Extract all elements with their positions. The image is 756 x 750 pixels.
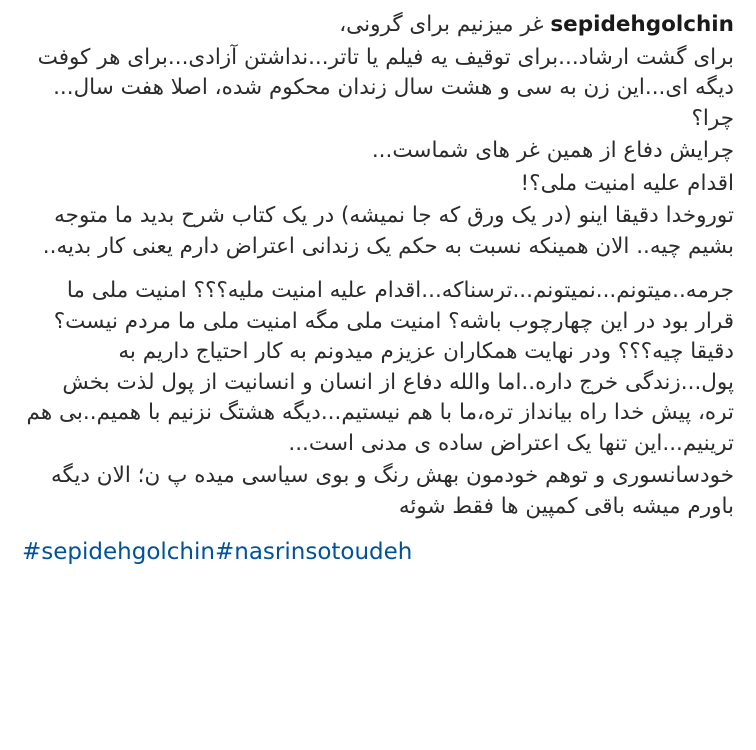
caption-paragraph-1 xyxy=(22,10,734,41)
username-mention[interactable]: sepidehgolchin xyxy=(550,12,734,37)
caption-paragraph-5: توروخدا دقیقا اینو (در یک ورق که جا نمیشه) در یک کتاب شرح بدید ما متوجه بشیم چیه.. الان همینکه نسبت به حکم یک زندانی اعتراض دارم یعنی کار بدیه.. xyxy=(42,203,734,259)
caption-paragraph-4: اقدام علیه امنیت ملی؟! xyxy=(520,170,734,196)
caption-paragraph-2: برای گشت ارشاد...برای توقیف یه فیلم یا تاتر...نداشتن آزادی...برای هر کوفت دیگه ای...این زن به سی و هشت سال زندان محکوم شده، اصلا هفت سال... چرا؟ xyxy=(37,44,734,131)
hashtag-row xyxy=(22,538,734,568)
caption-text-1: غر میزنیم برای گرونی، xyxy=(339,12,551,37)
caption-paragraph-3: چرایش دفاع از همین غر های شماست... xyxy=(371,138,734,164)
caption-paragraph-7: خودسانسوری و توهم خودمون بهش رنگ و بوی سیاسی میده پ ن؛ الان دیگه باورم میشه باقی کمپین ها فقط شوئه xyxy=(51,463,734,519)
hashtag-sepidehgolchin[interactable]: #sepidehgolchin xyxy=(22,539,215,566)
caption-paragraph-6: جرمه..میتونم...نمیتونم...ترسناکه...اقدام علیه امنیت ملیه؟؟؟ امنیت ملی ما قرار بود در این چهارچوب باشه؟ امنیت ملی مگه امنیت ملی ما مردم نیست؟ دقیقا چیه؟؟؟ ودر نهایت همکاران عزیزم میدونم به کار احتیاج داریم به پول...زندگی خرج داره..اما والله دفاع از انسان و انسانیت از پول لذت بخش تره، پیش خدا راه بیانداز تره،ما با هم نیستیم...دیگه هشتگ نزنیم با همیم..بی هم ترینیم...این تنها یک اعتراض ساده ی مدنی است... xyxy=(26,278,734,456)
hashtag-nasrinsotoudeh[interactable]: #nasrinsotoudeh xyxy=(214,539,413,566)
